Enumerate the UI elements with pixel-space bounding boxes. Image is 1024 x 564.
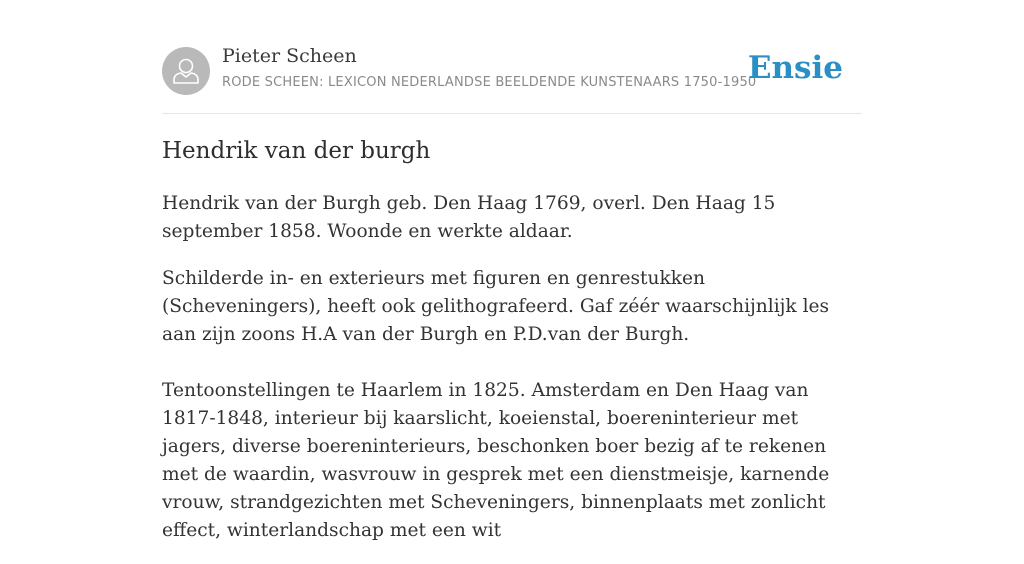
author-name[interactable]: Pieter Scheen: [222, 45, 357, 67]
article-body: [162, 190, 862, 564]
paragraph-biography: Hendrik van der Burgh geb. Den Haag 1769, overl. Den Haag 15 september 1858. Woonde en werkte aldaar.: [162, 193, 776, 242]
paragraph-work: Schilderde in- en exterieurs met figuren en genrestukken (Scheveningers), heeft ook gelithografeerd. Gaf zéér waarschijnlijk les aan zijn zoons H.A van der Burgh en P.D.van der Burgh.: [162, 268, 830, 345]
article-header: [162, 0, 862, 114]
article-container: [162, 0, 862, 541]
ensie-logo[interactable]: Ensie: [747, 50, 843, 86]
user-silhouette-icon: [162, 47, 210, 95]
article-title: Hendrik van der burgh: [162, 138, 431, 164]
source-title[interactable]: RODE SCHEEN: LEXICON NEDERLANDSE BEELDENDE KUNSTENAARS 1750-1950: [222, 75, 757, 90]
paragraph-exhibitions: Tentoonstellingen te Haarlem in 1825. Amsterdam en Den Haag van 1817-1848, interieur bij kaarslicht, koeienstal, boereninterieur met jagers, diverse boereninterieurs, beschonken boer bezig af te rekenen met de waardin, wasvrouw in gesprek met een dienstmeisje, karnende vrouw, strandgezichten met Scheveningers, binnenplaats met zonlicht effect, winterlandschap met een wit: [162, 380, 830, 541]
user-avatar-icon[interactable]: [162, 47, 210, 95]
